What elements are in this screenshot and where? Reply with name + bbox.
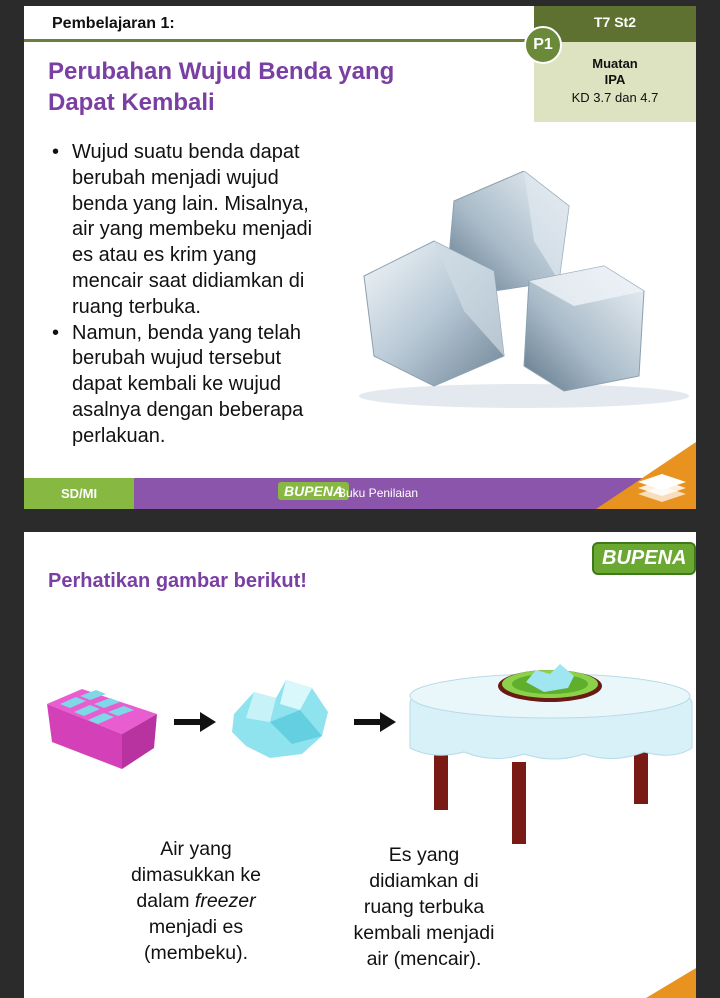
slide-1 — [24, 6, 696, 509]
bullet-item — [52, 321, 372, 450]
slide-2 — [24, 532, 696, 998]
book-stack-icon — [596, 442, 696, 509]
slide-title-text: Perubahan Wujud Benda yang Dapat Kembali — [48, 58, 395, 116]
ice-cubes-image — [344, 171, 689, 411]
kd-label: KD 3.7 dan 4.7 — [571, 90, 659, 105]
caption-melting: Es yang didiamkan di ruang terbuka kembali menjadi air (mencair). — [353, 844, 495, 970]
bullet-text: Namun, benda yang telah berubah wujud tersebut dapat kembali ke wujud asalnya dengan beberapa perlakuan. — [72, 321, 304, 447]
slide-title — [48, 56, 488, 118]
ice-chunk-icon — [224, 674, 336, 762]
slide-title: Perhatikan gambar berikut! — [48, 570, 307, 592]
caption-freezing — [96, 810, 296, 966]
bullet-dot-icon: • — [52, 321, 60, 344]
bupena-logo: BUPENA — [278, 482, 349, 500]
bullet-dot-icon: • — [52, 141, 60, 163]
bupena-logo: BUPENA — [592, 542, 696, 575]
header-divider — [24, 39, 534, 42]
table-with-ice-plate-icon — [404, 652, 696, 852]
ice-tray-icon — [42, 684, 162, 774]
slide-header — [24, 6, 534, 40]
corner-triangle — [646, 968, 696, 998]
arrow-right-icon — [354, 710, 396, 734]
level-label: SD/MI — [24, 478, 134, 509]
subject-name: IPA — [604, 72, 626, 87]
bullet-text: Wujud suatu benda dapat berubah menjadi wujud benda yang lain. Misalnya, air yang membeku menjadi es atau es krim yang mencair saat didiamkan di ruang terbuka. — [72, 141, 313, 318]
caption-freezing-text: Air yang dimasukkan ke dalam freezer menjadi es (membeku). — [130, 838, 262, 964]
bullet-item — [52, 140, 372, 321]
p1-badge: P1 — [524, 26, 562, 64]
theme-code: T7 St2 — [593, 14, 636, 30]
lesson-label: Pembelajaran 1: — [52, 15, 175, 32]
bullet-list — [52, 140, 372, 450]
arrow-right-icon — [174, 710, 216, 734]
muatan-label: Muatan — [592, 56, 638, 71]
book-name: Buku Penilaian — [338, 486, 419, 500]
